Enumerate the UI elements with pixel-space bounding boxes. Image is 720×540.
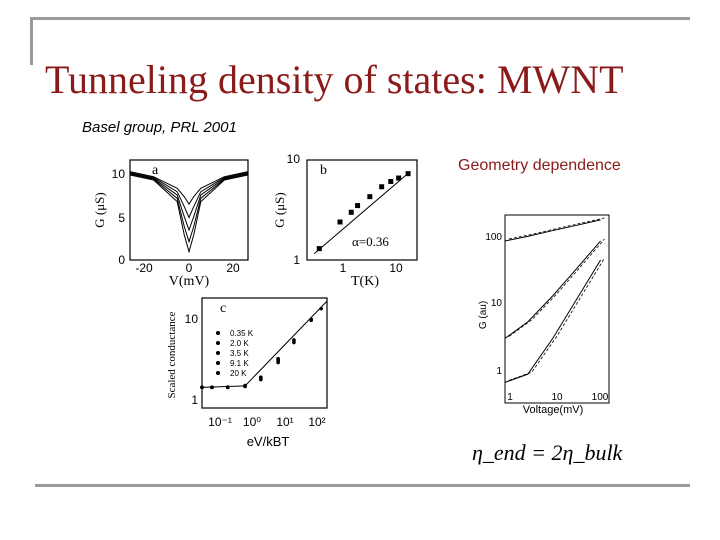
panel-c-xtick: 10² [308, 415, 326, 429]
panel-d-xtick: 1 [507, 392, 513, 403]
panel-b-point [379, 184, 384, 189]
panel-a-curves [130, 172, 248, 252]
panel-b [272, 152, 417, 289]
panel-d-ytick: 1 [496, 366, 502, 377]
panel-c-point [276, 357, 280, 361]
panel-c-point [292, 338, 296, 342]
panel-b-annotation: α=0.36 [352, 234, 389, 249]
panel-d-curve-2 [505, 260, 601, 382]
panel-b-point [349, 210, 354, 215]
panel-c-legend-label: 20 K [230, 369, 247, 378]
panel-b-point [396, 176, 401, 181]
panel-a-ylabel: G (μS) [92, 192, 107, 228]
panel-c-legend-label: 2.0 K [230, 339, 249, 348]
panel-a-ytick: 5 [118, 211, 125, 225]
panel-d-curve-0 [505, 220, 601, 241]
panel-c-legend [216, 329, 254, 378]
panel-d-xtick: 10 [551, 392, 563, 403]
panel-a-xtick: 0 [185, 261, 193, 275]
panel-b-point [406, 171, 411, 176]
panel-a-ytick: 10 [111, 167, 125, 181]
panel-b-letter: b [320, 163, 327, 178]
panel-c-legend-label: 3.5 K [230, 349, 249, 358]
panel-b-ytick: 1 [293, 253, 300, 267]
panel-c-legend-label: 0.35 K [230, 329, 254, 338]
panel-c-point [276, 361, 280, 365]
panel-b-point [388, 179, 393, 184]
panel-a-letter: a [152, 163, 159, 178]
panel-c-ytick: 1 [191, 393, 198, 407]
slide-subtitle: Basel group, PRL 2001 [82, 119, 237, 136]
panel-b-xtick: 1 [339, 261, 347, 275]
geometry-label: Geometry dependence [458, 157, 621, 174]
panel-c-legend-marker [216, 331, 220, 335]
panel-c-legend-marker [216, 351, 220, 355]
formula: η_end = 2η_bulk [472, 440, 623, 465]
panel-c-xtick: 10⁻¹ [208, 415, 232, 429]
panel-c-point [259, 378, 263, 382]
panel-c-legend-marker [216, 341, 220, 345]
panel-c-legend-marker [216, 361, 220, 365]
panel-a-curve-3 [130, 174, 248, 242]
panel-b-point [317, 246, 322, 251]
panel-c-xlabel: eV/kBT [246, 434, 290, 449]
panel-c-ytick: 10 [184, 312, 198, 326]
panel-c-legend-label: 9.1 K [230, 359, 249, 368]
panel-b-xlabel: T(K) [351, 274, 379, 289]
panel-a [92, 160, 248, 289]
panel-d-fit-0 [509, 218, 605, 239]
panel-d-frame [505, 215, 609, 403]
panel-c-legend-marker [216, 371, 220, 375]
panel-b-point [338, 219, 343, 224]
panel-d-curves [505, 218, 605, 382]
panel-d-ylabel: G (au) [478, 300, 489, 330]
panel-a-curve-2 [130, 173, 248, 230]
panel-a-xtick: 20 [226, 261, 240, 275]
panel-d-ytick: 100 [485, 232, 502, 243]
panel-c-xtick: 10⁰ [242, 415, 262, 429]
panel-a-xlabel: V(mV) [168, 274, 210, 289]
panel-a-xtick: -20 [135, 261, 153, 275]
panel-c-letter: c [220, 301, 227, 316]
panel-c-ylabel: Scaled conductance [166, 311, 178, 399]
panel-c [166, 298, 327, 449]
panel-c-xtick: 10¹ [276, 415, 294, 429]
panel-a-ytick: 0 [118, 253, 125, 267]
panel-d-xtick: 100 [591, 392, 609, 403]
panel-b-ylabel: G (μS) [272, 192, 287, 228]
panel-d-ytick: 10 [490, 298, 502, 309]
panel-d-curve-1 [505, 241, 601, 338]
panel-b-point [367, 194, 372, 199]
panel-b-point [355, 203, 360, 208]
panel-b-ytick: 10 [286, 152, 300, 166]
panel-d-xlabel: Voltage(mV) [522, 404, 584, 416]
panel-b-xtick: 10 [389, 261, 403, 275]
slide-title: Tunneling density of states: MWNT [45, 57, 624, 102]
panel-d [478, 215, 609, 416]
